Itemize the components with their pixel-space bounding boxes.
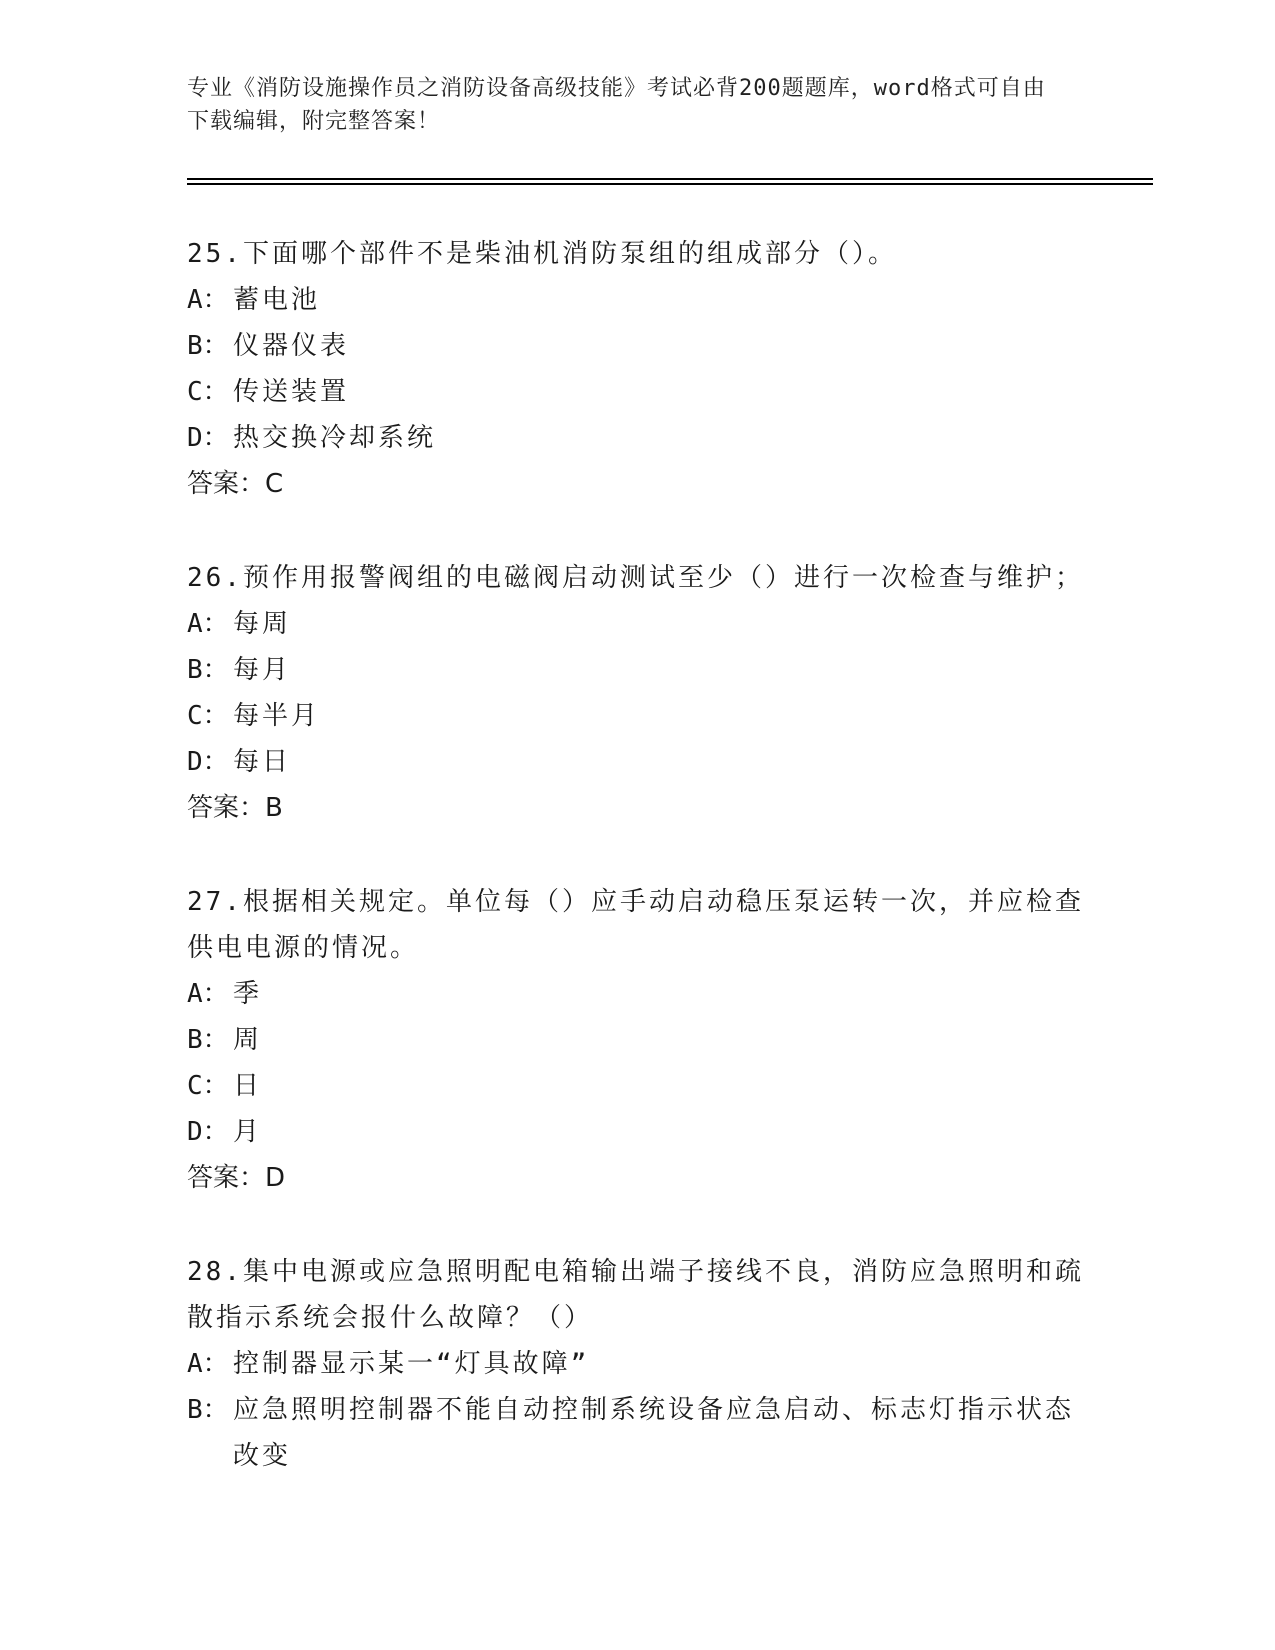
option-d — [187, 739, 1087, 785]
option-text: 传送装置 — [233, 377, 350, 407]
option-letter: A： — [187, 1349, 229, 1379]
option-text: 季 — [233, 979, 263, 1009]
option-letter: B： — [187, 1025, 229, 1055]
option-text: 仪器仪表 — [233, 331, 350, 361]
option-letter: C： — [187, 377, 229, 407]
option-a — [187, 971, 1087, 1017]
answer-line: 答案：C — [187, 469, 284, 499]
question-26 — [187, 555, 1087, 831]
option-c — [187, 369, 1087, 415]
option-text: 每月 — [233, 655, 292, 685]
option-b — [187, 1387, 1087, 1479]
answer-line: 答案：D — [187, 1163, 286, 1193]
header-divider-bottom — [187, 183, 1153, 185]
question-27 — [187, 879, 1087, 1201]
option-letter: A： — [187, 285, 229, 315]
option-letter: A： — [187, 609, 229, 639]
question-stem: 26.预作用报警阀组的电磁阀启动测试至少（）进行一次检查与维护； — [187, 563, 1084, 593]
question-stem: 25.下面哪个部件不是柴油机消防泵组的组成部分（）。 — [187, 239, 897, 269]
option-b — [187, 647, 1087, 693]
option-letter: D： — [187, 747, 229, 777]
option-b — [187, 323, 1087, 369]
option-text: 应急照明控制器不能自动控制系统设备应急启动、标志灯指示状态改变 — [233, 1395, 1075, 1471]
option-text: 控制器显示某一“灯具故障” — [233, 1349, 590, 1379]
option-letter: B： — [187, 1395, 229, 1425]
option-a — [187, 277, 1087, 323]
question-stem: 28.集中电源或应急照明配电箱输出端子接线不良，消防应急照明和疏散指示系统会报什么故障？（） — [187, 1257, 1084, 1333]
option-letter: C： — [187, 701, 229, 731]
option-a — [187, 601, 1087, 647]
question-stem: 27.根据相关规定。单位每（）应手动启动稳压泵运转一次，并应检查供电电源的情况。 — [187, 887, 1084, 963]
answer-line: 答案：B — [187, 793, 283, 823]
option-text: 周 — [233, 1025, 263, 1055]
option-letter: B： — [187, 331, 229, 361]
option-text: 每日 — [233, 747, 292, 777]
option-text: 每半月 — [233, 701, 321, 731]
option-c — [187, 693, 1087, 739]
option-letter: A： — [187, 979, 229, 1009]
option-text: 日 — [233, 1071, 263, 1101]
option-d — [187, 1109, 1087, 1155]
document-header: 专业《消防设施操作员之消防设备高级技能》考试必背200题题库，word格式可自由下载编辑，附完整答案！ — [187, 76, 1046, 134]
header-divider-top — [187, 178, 1153, 180]
option-text: 每周 — [233, 609, 292, 639]
question-25 — [187, 231, 1087, 507]
option-letter: B： — [187, 655, 229, 685]
option-letter: D： — [187, 423, 229, 453]
option-letter: C： — [187, 1071, 229, 1101]
option-a — [187, 1341, 1087, 1387]
option-b — [187, 1017, 1087, 1063]
option-text: 热交换冷却系统 — [233, 423, 437, 453]
option-text: 蓄电池 — [233, 285, 321, 315]
question-list — [187, 231, 1087, 1479]
option-text: 月 — [233, 1117, 263, 1147]
option-letter: D： — [187, 1117, 229, 1147]
option-c — [187, 1063, 1087, 1109]
option-d — [187, 415, 1087, 461]
question-28 — [187, 1249, 1087, 1479]
